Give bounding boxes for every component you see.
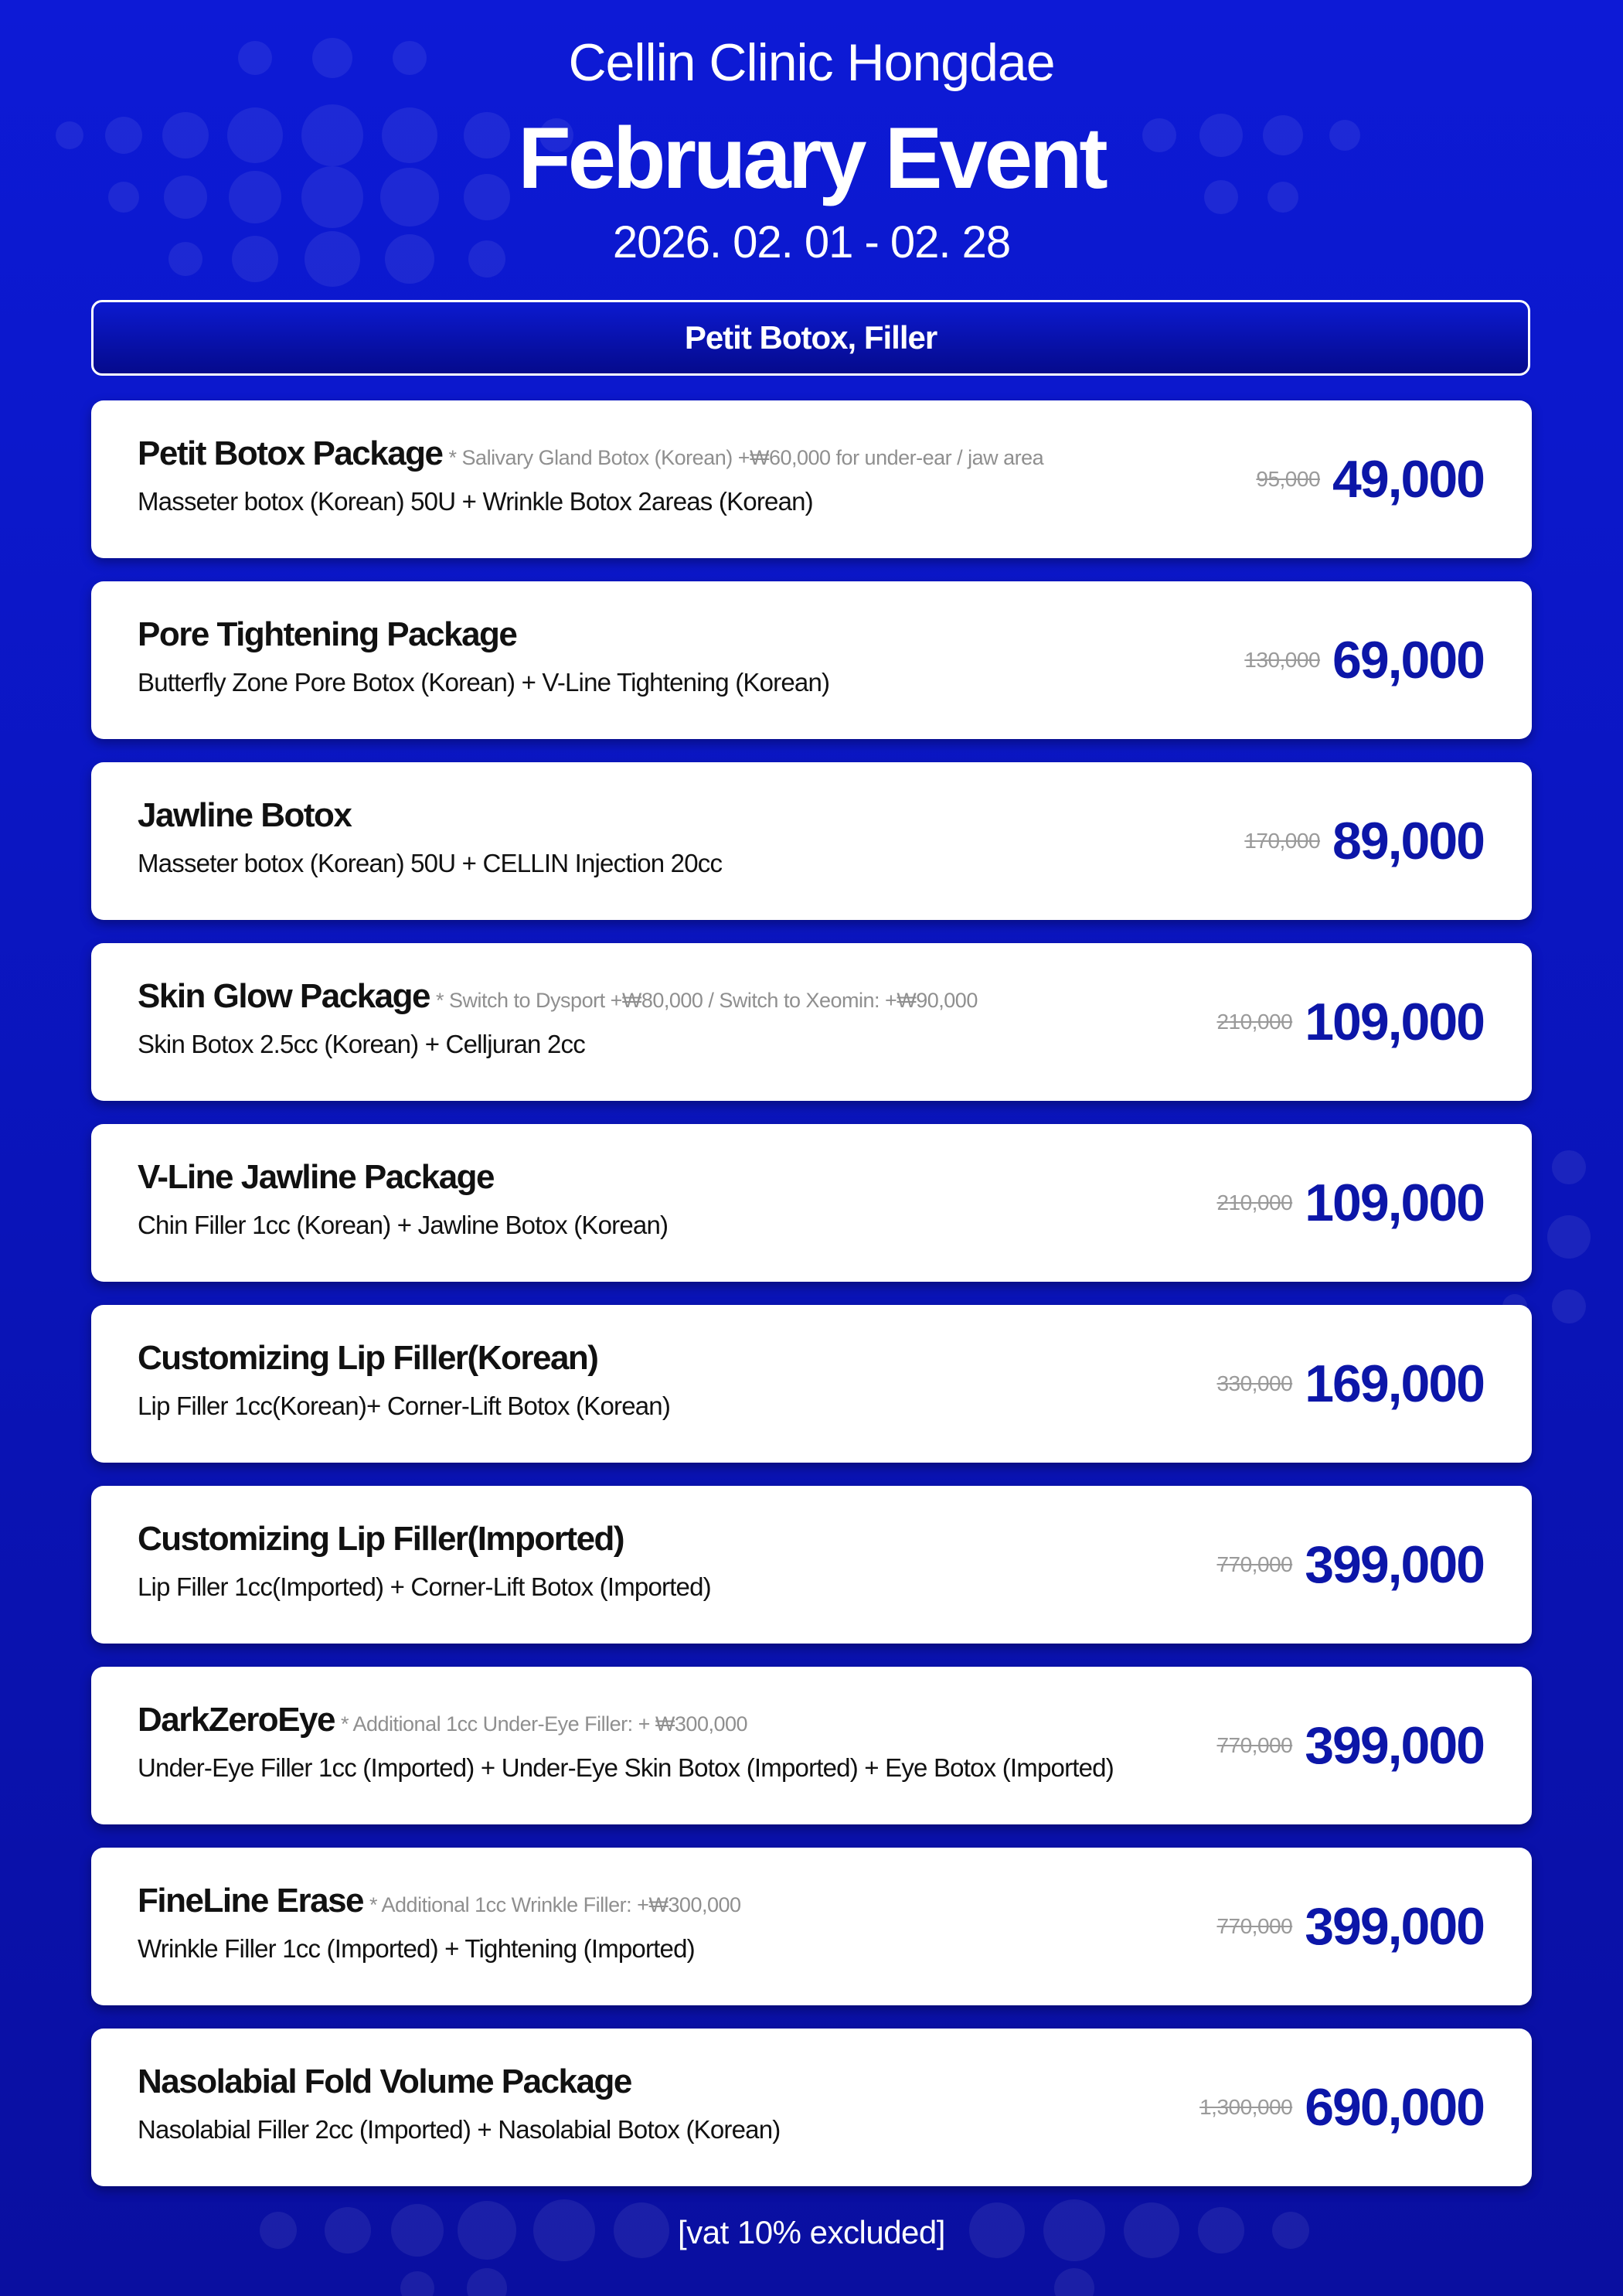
package-name: Jawline Botox xyxy=(138,796,352,834)
package-card xyxy=(91,943,1532,1101)
section-header: Petit Botox, Filler xyxy=(91,300,1530,376)
event-title: February Event xyxy=(518,110,1105,206)
sale-price: 399,000 xyxy=(1305,1716,1484,1775)
package-card xyxy=(91,2029,1532,2186)
package-name: FineLine Erase xyxy=(138,1882,364,1920)
package-description: Chin Filler 1cc (Korean) + Jawline Botox (Korean) xyxy=(138,1211,669,1239)
original-price: 770,000 xyxy=(1216,1733,1293,1757)
package-card xyxy=(91,1848,1532,2005)
sale-price: 89,000 xyxy=(1332,812,1484,870)
package-name: Pore Tightening Package xyxy=(138,615,517,653)
package-card xyxy=(91,1667,1532,1824)
original-price: 95,000 xyxy=(1256,467,1321,491)
package-name: Customizing Lip Filler(Korean) xyxy=(138,1339,598,1377)
package-note: * Salivary Gland Botox (Korean) +₩60,000 for under-ear / jaw area xyxy=(448,446,1044,469)
original-price: 210,000 xyxy=(1216,1191,1293,1214)
sale-price: 69,000 xyxy=(1332,631,1484,690)
price-box xyxy=(1256,400,1484,558)
package-card xyxy=(91,1486,1532,1644)
original-price: 770,000 xyxy=(1216,1552,1293,1576)
price-box xyxy=(1216,1486,1484,1644)
price-box xyxy=(1216,943,1484,1101)
package-card xyxy=(91,1305,1532,1463)
package-description: Wrinkle Filler 1cc (Imported) + Tightening (Imported) xyxy=(138,1934,695,1963)
price-box xyxy=(1216,1848,1484,2005)
price-box xyxy=(1244,762,1484,920)
sale-price: 49,000 xyxy=(1332,450,1484,509)
original-price: 130,000 xyxy=(1244,648,1321,672)
package-description: Nasolabial Filler 2cc (Imported) + Nasolabial Botox (Korean) xyxy=(138,2115,781,2144)
vat-note: [vat 10% excluded] xyxy=(678,2214,945,2250)
sale-price: 690,000 xyxy=(1305,2078,1484,2137)
package-description: Lip Filler 1cc(Imported) + Corner-Lift Botox (Imported) xyxy=(138,1572,711,1601)
original-price: 330,000 xyxy=(1216,1371,1293,1395)
package-list xyxy=(91,400,1532,2209)
sale-price: 169,000 xyxy=(1305,1354,1484,1413)
package-note: * Additional 1cc Wrinkle Filler: +₩300,000 xyxy=(369,1893,741,1916)
price-box xyxy=(1216,1667,1484,1824)
package-name: DarkZeroEye xyxy=(138,1701,335,1739)
package-card xyxy=(91,581,1532,739)
package-description: Butterfly Zone Pore Botox (Korean) + V-Line Tightening (Korean) xyxy=(138,668,830,697)
package-name: Customizing Lip Filler(Imported) xyxy=(138,1520,624,1558)
original-price: 770,000 xyxy=(1216,1914,1293,1938)
event-dates: 2026. 02. 01 - 02. 28 xyxy=(612,217,1011,267)
package-note: * Additional 1cc Under-Eye Filler: + ₩300,000 xyxy=(340,1712,748,1736)
package-card xyxy=(91,400,1532,558)
price-box xyxy=(1216,1305,1484,1463)
original-price: 1,300,000 xyxy=(1199,2095,1293,2119)
package-name: Nasolabial Fold Volume Package xyxy=(138,2063,631,2100)
original-price: 170,000 xyxy=(1244,829,1321,853)
package-card xyxy=(91,1124,1532,1282)
price-box xyxy=(1199,2029,1484,2186)
original-price: 210,000 xyxy=(1216,1010,1293,1034)
package-name: V-Line Jawline Package xyxy=(138,1158,495,1196)
sale-price: 399,000 xyxy=(1305,1535,1484,1594)
package-note: * Switch to Dysport +₩80,000 / Switch to Xeomin: +₩90,000 xyxy=(436,989,978,1012)
package-description: Lip Filler 1cc(Korean)+ Corner-Lift Botox (Korean) xyxy=(138,1392,671,1420)
sale-price: 399,000 xyxy=(1305,1897,1484,1956)
package-name: Skin Glow Package xyxy=(138,977,430,1015)
package-description: Masseter botox (Korean) 50U + CELLIN Injection 20cc xyxy=(138,849,723,877)
clinic-name: Cellin Clinic Hongdae xyxy=(568,33,1055,92)
sale-price: 109,000 xyxy=(1305,1174,1484,1232)
price-box xyxy=(1216,1124,1484,1282)
package-description: Under-Eye Filler 1cc (Imported) + Under-Eye Skin Botox (Imported) + Eye Botox (Imported) xyxy=(138,1753,1114,1782)
package-name: Petit Botox Package xyxy=(138,434,443,472)
sale-price: 109,000 xyxy=(1305,993,1484,1051)
price-box xyxy=(1244,581,1484,739)
package-description: Masseter botox (Korean) 50U + Wrinkle Botox 2areas (Korean) xyxy=(138,487,813,516)
package-description: Skin Botox 2.5cc (Korean) + Celljuran 2cc xyxy=(138,1030,585,1058)
package-card xyxy=(91,762,1532,920)
